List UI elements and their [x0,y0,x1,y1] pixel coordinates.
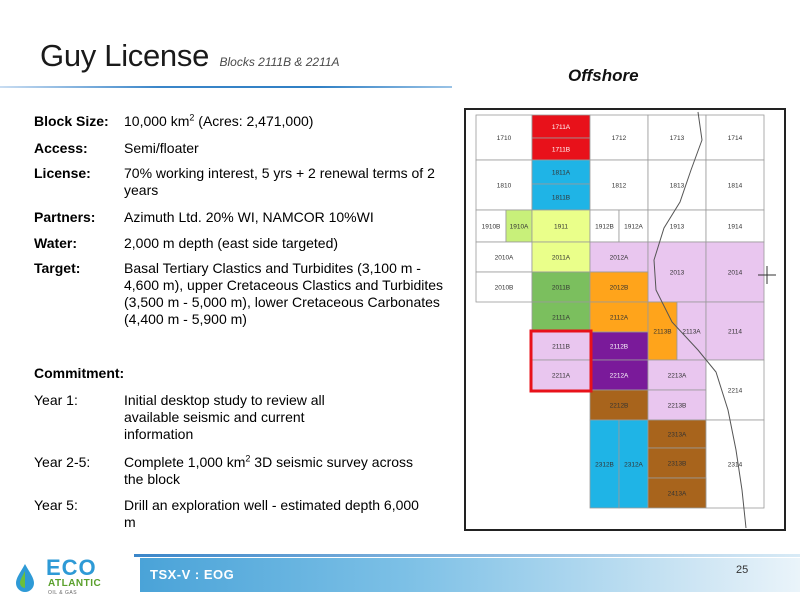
commitment-value-after: 3D seismic survey across the block [124,454,414,487]
map-block-label: 2012B [609,284,629,292]
map-block-label: 2112B [609,343,629,351]
detail-label: Access: [34,140,88,156]
map-block-label: 2010B [494,284,514,292]
map-block-label: 2212A [609,372,629,380]
map-block-label: 2211A [551,372,571,380]
map-block-label: 2010A [494,254,514,262]
detail-label: Water: [34,235,78,251]
slide-subtitle: Blocks 2111B & 2211A [219,55,340,69]
map-block-label: 1712 [611,135,627,142]
commitment-value-text: Complete 1,000 km [124,454,246,470]
logo-line-3: OIL & GAS [48,590,78,596]
map-block-label: 2114 [728,328,742,336]
map-block-label: 1714 [727,135,743,142]
commitment-label: Year 2-5: [34,454,91,470]
detail-value-text: 10,000 km [124,113,190,129]
title-underline [0,86,452,88]
detail-value: 70% working interest, 5 yrs + 2 renewal terms of 2 years [124,165,435,198]
map-block-label: 1813 [669,182,685,190]
map-block-label: 2112A [609,314,629,322]
map-block-label: 1713 [669,135,685,142]
water-drop-icon [14,563,36,593]
map-block-label: 1912A [624,223,643,231]
company-logo [8,553,108,599]
map-block-label: 2111A [552,314,570,322]
commitment-value: Initial desktop study to review all available seismic and current information [124,392,325,442]
map-block-label: 2011A [551,254,571,262]
detail-value [124,113,444,130]
detail-value: Semi/floater [124,140,199,156]
map-block-label: 2014 [727,269,743,277]
map-block-label: 2012A [609,254,629,262]
footer-bar [140,558,800,592]
slide-title: Guy License [40,38,210,73]
commitment-heading: Commitment: [34,365,125,381]
map-block-label: 1914 [727,223,743,231]
page-number: 25 [736,564,749,576]
map-block-label: 2113A [682,328,701,336]
map-heading: Offshore [568,66,639,85]
map-block-label: 1710 [496,135,512,142]
map-block-label: 2312A [624,461,643,469]
map-block-label: 1814 [727,182,743,190]
map-block-label: 2212B [609,402,629,410]
license-block-map-svg [466,110,784,529]
detail-value-after: (Acres: 2,471,000) [194,113,314,129]
detail-label: Target: [34,260,81,276]
map-block-label: 1811A [551,169,571,177]
commitment-label: Year 1: [34,392,78,408]
map-block-label: 1711A [551,124,571,131]
commitment-value [124,454,414,488]
map-block-label: 1811B [551,194,571,202]
footer [0,548,800,600]
map-block-label: 2113B [653,328,672,336]
map-block-label: 2413A [667,490,687,498]
map-block-label: 1911 [554,223,568,231]
map-block-label: 2213B [667,402,687,410]
map-block-label: 1812 [611,182,627,190]
map-block-label: 2111B [552,343,570,351]
detail-label: Partners: [34,209,96,225]
commitment-label: Year 5: [34,497,78,513]
map-block-label: 1910B [481,223,501,231]
detail-value: Basal Tertiary Clastics and Turbidites (3,100 m - 4,600 m), upper Cretaceous Clastics and Turbidites (3,500 m - 5,000 m), lower Cretaceous Carbonates (4,400 m - 5,900 m) [124,260,444,327]
map-block-label: 2313B [667,460,687,468]
detail-label: Block Size: [34,113,109,129]
commitment-value: Drill an exploration well - estimated depth 6,000 m [124,497,419,530]
map-block-label: 1910A [509,223,529,231]
logo-wordmark: ECO [46,555,97,580]
map-block-label: 2214 [727,387,743,395]
map-block-label: 2314 [727,461,743,469]
map-block-label: 1912B [595,223,614,231]
map-block-label: 1810 [496,182,512,190]
slide-title-wrap [40,38,340,74]
map-block-label: 1913 [669,223,685,231]
map-block-label: 2013 [669,269,685,277]
ticker-symbol: TSX-V : EOG [150,567,235,582]
license-block-map [464,108,786,531]
detail-value: 2,000 m depth (east side targeted) [124,235,339,251]
commitment-sup: 2 [245,453,251,464]
map-block-label: 2213A [667,372,687,380]
map-block-label: 2312B [595,461,614,469]
detail-sup: 2 [189,112,195,123]
detail-label: License: [34,165,91,181]
map-block-label: 2011B [551,284,571,292]
map-block-label: 2313A [667,431,687,439]
detail-value: Azimuth Ltd. 20% WI, NAMCOR 10%WI [124,209,374,225]
map-block-label: 1711B [551,146,571,154]
logo-line-2: ATLANTIC [48,578,102,589]
